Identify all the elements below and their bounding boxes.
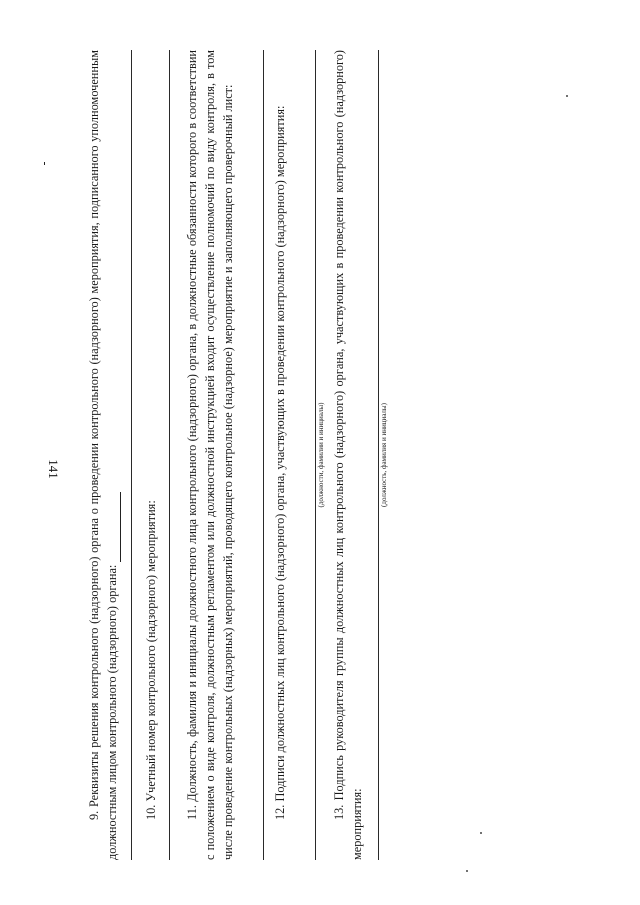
page-number: 141 <box>46 459 61 479</box>
item-13-text: 13. Подпись руководителя группы должностных лиц контрольного (надзорного) органа, участвующих в проведении контрольного (надзорного) мероприятия: <box>332 50 364 860</box>
scan-speck <box>566 95 568 97</box>
item-12-signature-line <box>315 50 316 860</box>
item-13 <box>330 50 366 860</box>
item-10-text: 10. Учетный номер контрольного (надзорного) мероприятия: <box>144 500 158 820</box>
item-9 <box>85 50 121 860</box>
item-12-caption: (должности, фамилии и инициалы) <box>317 402 325 508</box>
item-13-caption: (должность, фамилия и инициалы) <box>380 403 388 507</box>
scan-speck <box>466 870 468 872</box>
item-11-answer-line <box>263 50 264 860</box>
item-12 <box>271 50 289 860</box>
item-12-text: 12. Подписи должностных лиц контрольного (надзорного) органа, участвующих в проведении контрольного (надзорного) мероприятия: <box>273 105 287 820</box>
item-10-answer-line <box>169 50 170 860</box>
item-9-answer-line <box>131 50 132 860</box>
item-13-signature-line <box>378 50 379 860</box>
item-9-text: 9. Реквизиты решения контрольного (надзорного) органа о проведении контрольного (надзорного) мероприятия, подписанного уполномоченным должностным лицом контрольного (надзорного) органа: <box>87 50 119 860</box>
rotated-form-content <box>85 50 388 860</box>
edge-mark <box>44 162 45 165</box>
item-10 <box>142 50 160 860</box>
scan-speck <box>480 832 482 834</box>
item-11 <box>183 50 237 860</box>
item-11-text: 11. Должность, фамилия и инициалы должностного лица контрольного (надзорного) органа, в должностные обязанности которого в соответствии с положением о виде контроля, должностным регламентом или должностной инструкцией входит осуществление полномочий по виду контроля, в том числе проведение контрольных (надзорных) мероприятий, проводящего контрольное (надзорное) мероприятие и заполняющего проверочный лист: <box>185 50 235 860</box>
item-9-fill-line <box>108 492 121 562</box>
